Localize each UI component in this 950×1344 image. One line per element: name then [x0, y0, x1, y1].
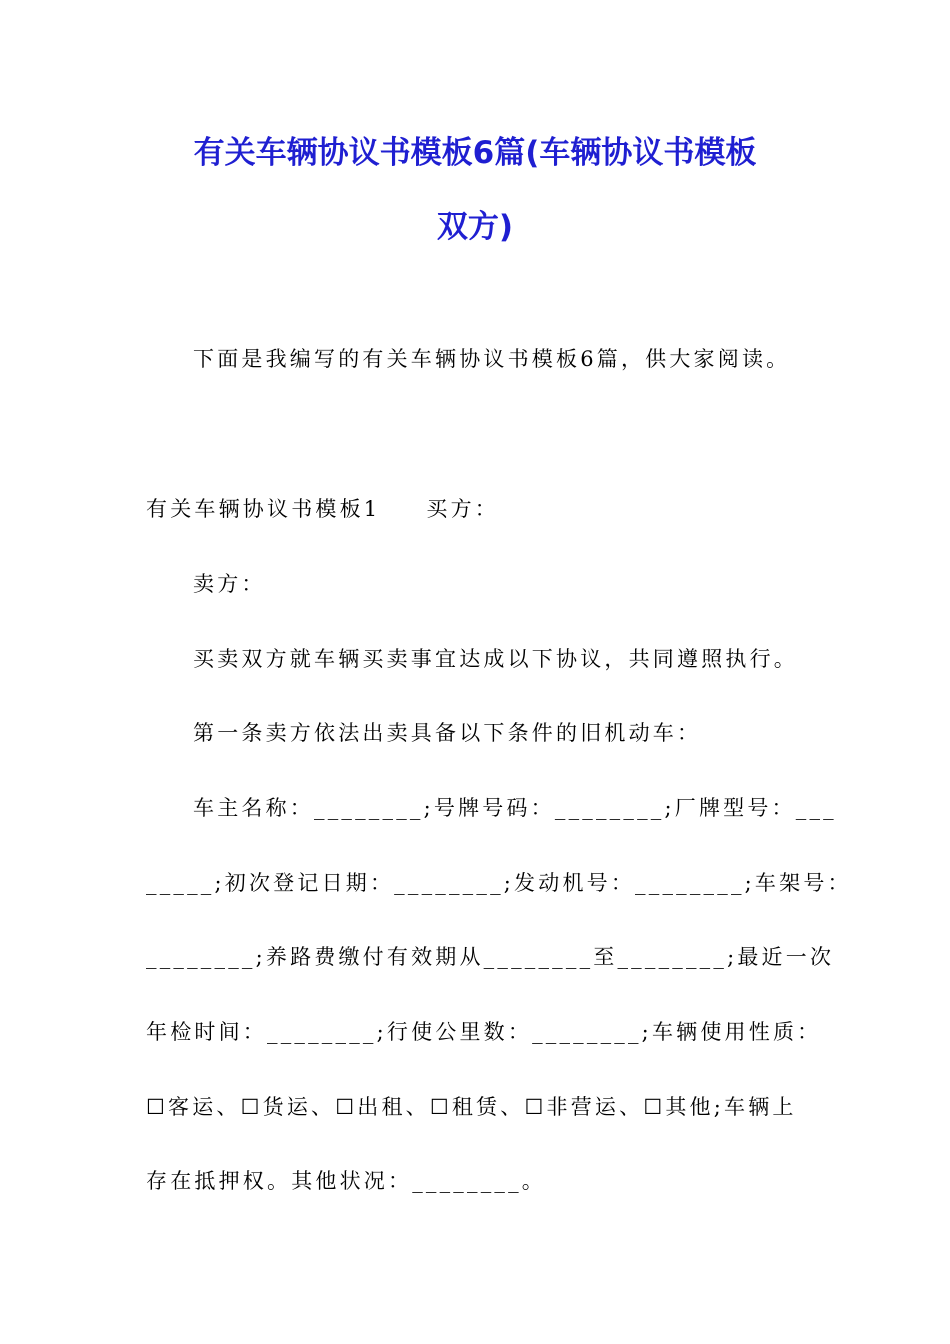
body-line-5: ☐客运、☐货运、☐出租、☐租赁、☐非营运、☐其他;车辆上 [146, 1095, 797, 1119]
body-line-2: _____;初次登记日期：________;发动机号：________;车架号： [146, 871, 852, 895]
agreement-paragraph: 买卖双方就车辆买卖事宜达成以下协议，共同遵照执行。 [193, 647, 798, 671]
body-line-1: 车主名称：________;号牌号码：________;厂牌型号：___ [193, 796, 837, 820]
article-1-intro: 第一条卖方依法出卖具备以下条件的旧机动车： [193, 721, 702, 745]
body-line-4: 年检时间：________;行使公里数：________;车辆使用性质： [146, 1020, 822, 1044]
body-line-3: ________;养路费缴付有效期从________至________;最近一次 [146, 945, 835, 969]
document-title-line-2: 双方) [436, 209, 514, 245]
body-line-6: 存在抵押权。其他状况：________。 [146, 1169, 546, 1193]
intro-paragraph: 下面是我编写的有关车辆协议书模板6篇，供大家阅读。 [193, 347, 791, 371]
seller-label: 卖方： [193, 572, 266, 596]
document-title-line-1: 有关车辆协议书模板6篇(车辆协议书模板 [193, 135, 757, 171]
section-heading-row [146, 494, 499, 524]
buyer-label: 买方： [426, 497, 499, 521]
section-heading: 有关车辆协议书模板1 [146, 497, 381, 521]
